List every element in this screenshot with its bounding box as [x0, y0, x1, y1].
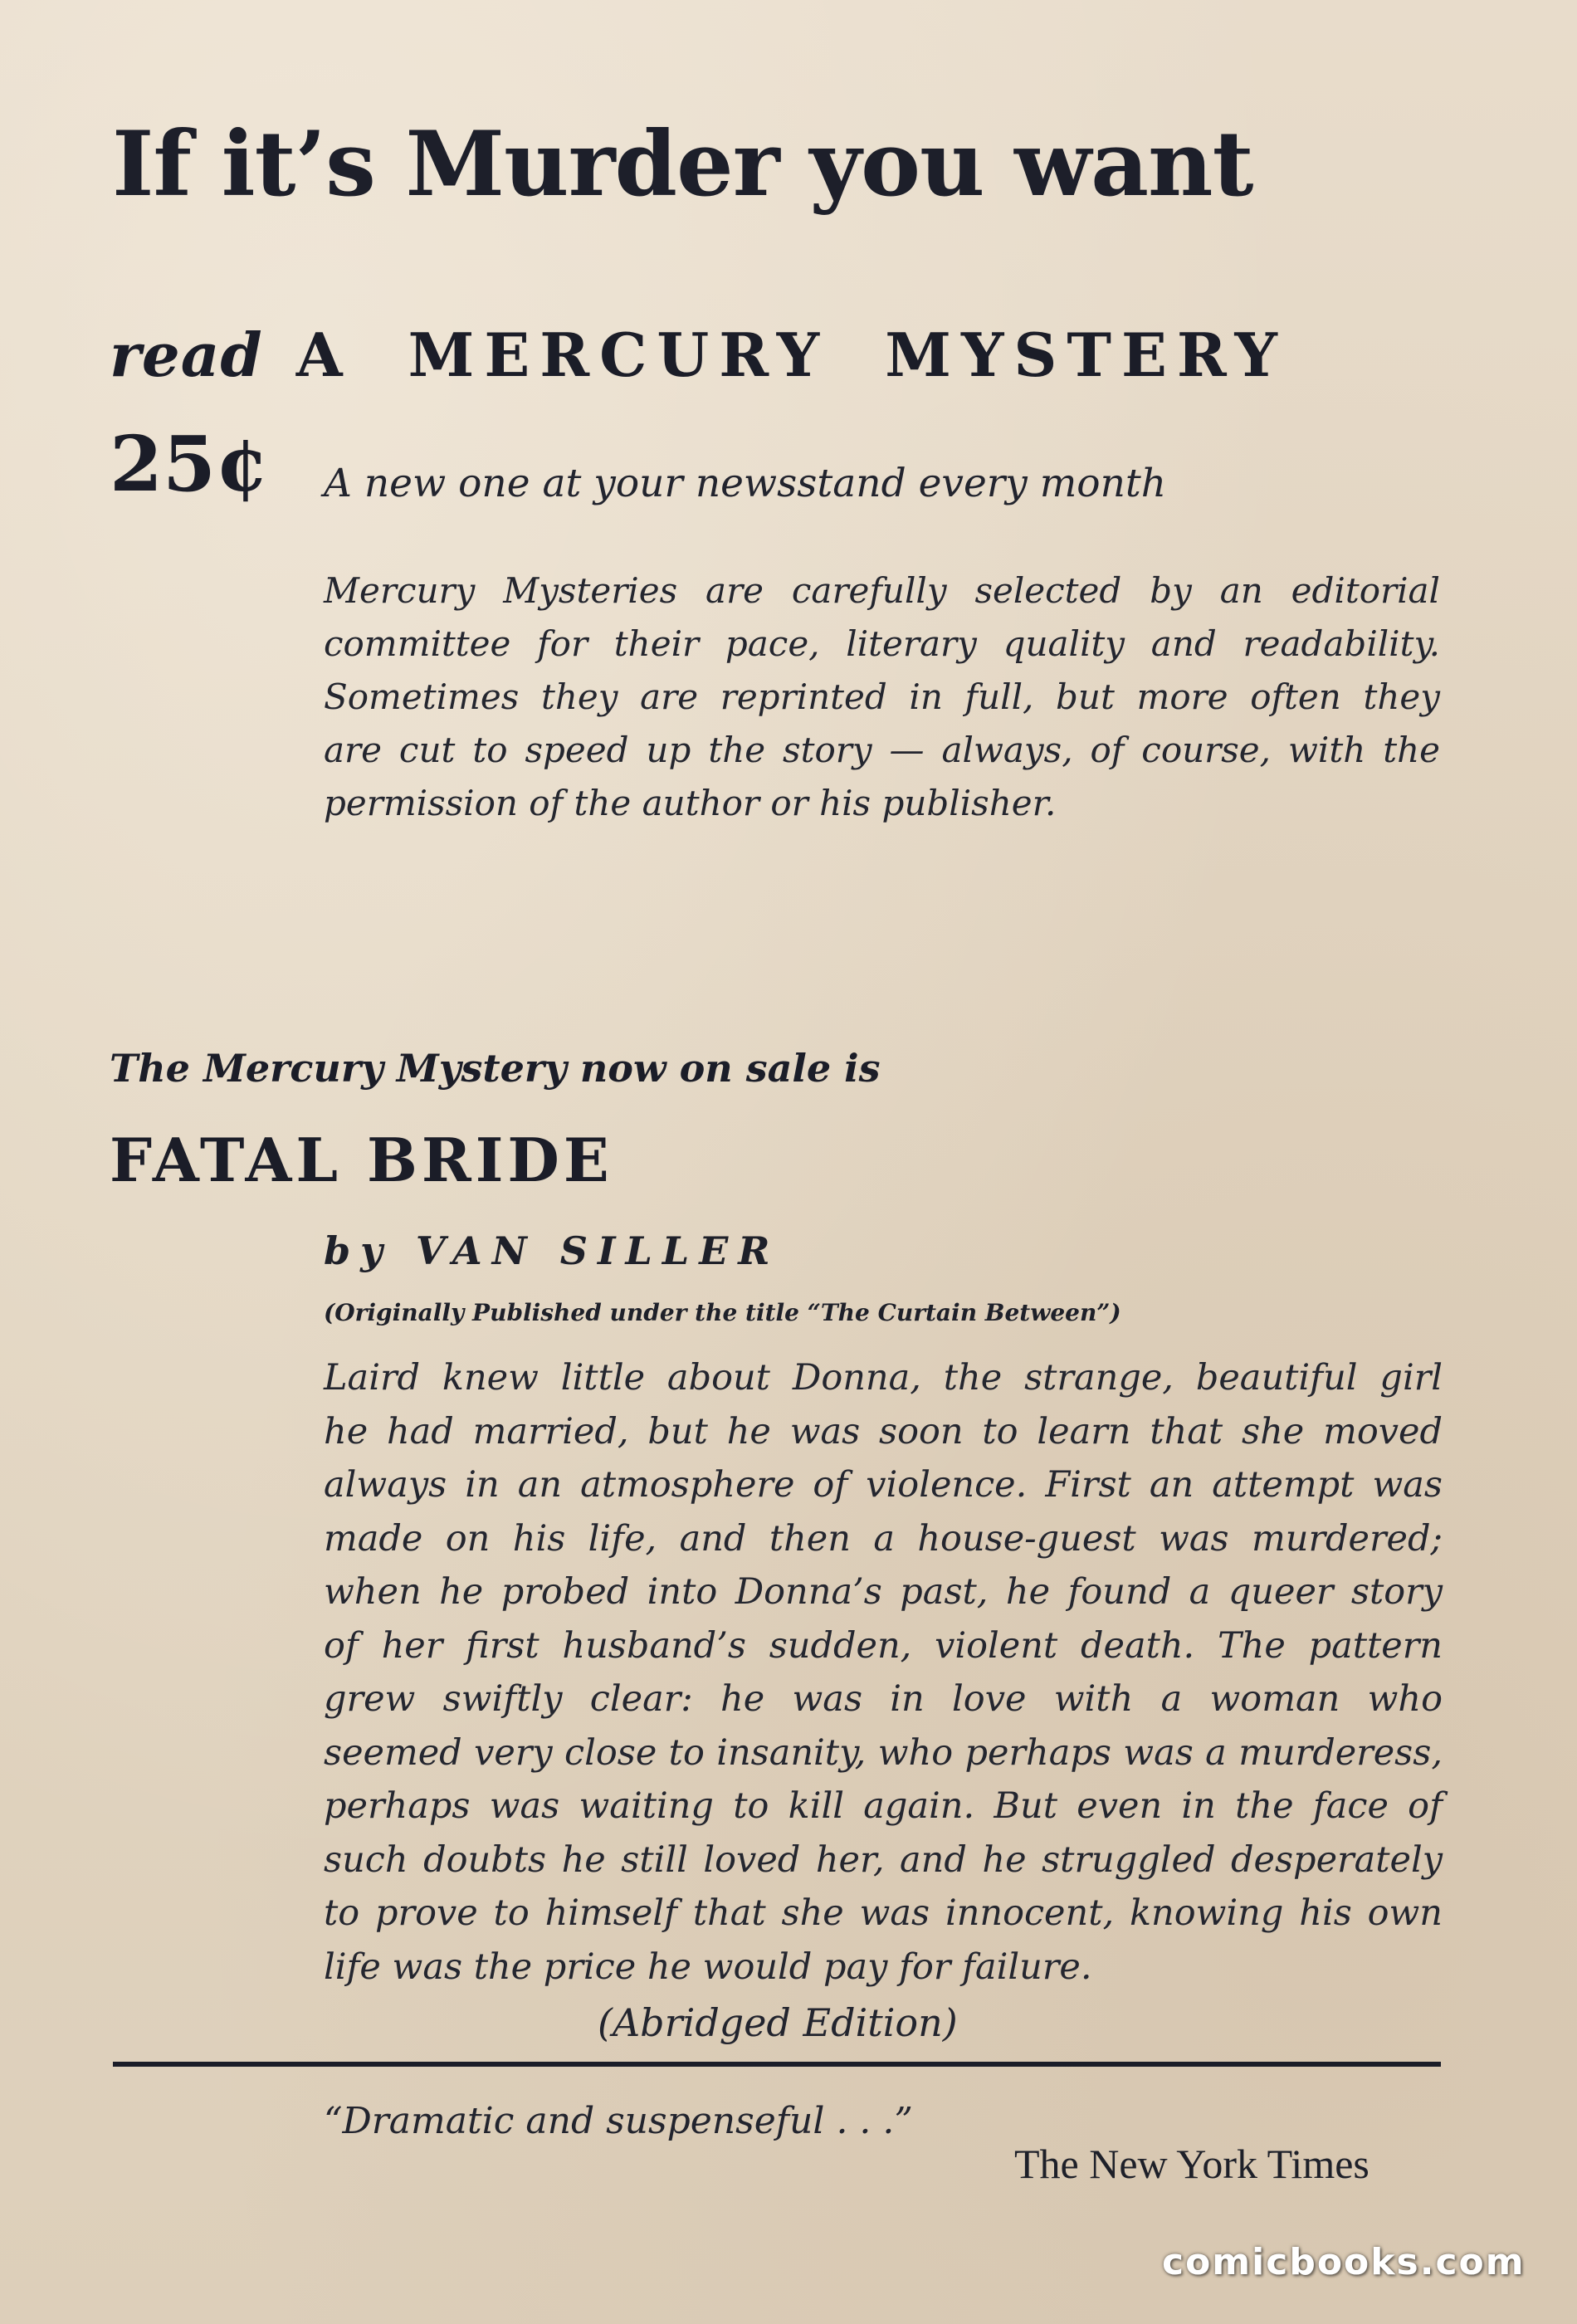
synopsis-line: seemed very close to insanity, who perhaps was a murderess, [324, 1731, 1443, 1774]
synopsis-line: always in an atmosphere of violence. First an attempt was [324, 1464, 1443, 1506]
book-title: FATAL BRIDE [110, 1125, 613, 1195]
synopsis-line: life was the price he would pay for failure. [324, 1946, 1092, 1988]
tagline: A new one at your newsstand every month [324, 461, 1167, 506]
synopsis-line: grew swiftly clear: he was in love with a woman who [324, 1678, 1443, 1720]
divider-rule [113, 2062, 1441, 2067]
synopsis-line: when he probed into Donna’s past, he found a queer story [324, 1571, 1443, 1613]
review-quote: “Dramatic and suspenseful . . .” [324, 2100, 913, 2142]
synopsis-line: he had married, but he was soon to learn that she moved [324, 1410, 1443, 1452]
synopsis-paragraph [324, 1351, 1443, 1994]
series-name: A MERCURY MYSTERY [295, 320, 1287, 390]
synopsis-line: to prove to himself that she was innocent, knowing his own [324, 1892, 1443, 1934]
intro-line: committee for their pace, literary quality and readability. [324, 623, 1440, 664]
intro-line: permission of the author or his publisher. [324, 783, 1057, 823]
review-source: The New York Times [1014, 2141, 1370, 2187]
synopsis-line: made on his life, and then a house-guest was murdered; [324, 1517, 1443, 1560]
author-byline: by VAN SILLER [324, 1228, 780, 1273]
synopsis-line: Laird knew little about Donna, the strange, beautiful girl [324, 1357, 1443, 1399]
synopsis-line: of her first husband’s sudden, violent death. The pattern [324, 1624, 1443, 1667]
headline: If it’s Murder you want [112, 112, 1253, 217]
watermark-text: comicbooks.com [1162, 2241, 1526, 2283]
synopsis-line: perhaps was waiting to kill again. But even in the face of [324, 1785, 1443, 1827]
intro-paragraph [324, 564, 1440, 830]
series-line [110, 320, 1287, 390]
original-title-note: (Originally Published under the title “The Curtain Between”) [324, 1299, 1121, 1326]
price: 25¢ [110, 419, 270, 509]
intro-line: are cut to speed up the story — always, of course, with the [324, 730, 1440, 770]
synopsis-line: such doubts he still loved her, and he struggled desperately [324, 1838, 1443, 1881]
now-on-sale-heading: The Mercury Mystery now on sale is [110, 1046, 881, 1091]
read-word: read [110, 320, 263, 390]
intro-line: Mercury Mysteries are carefully selected by an editorial [324, 570, 1440, 611]
edition-note: (Abridged Edition) [598, 2000, 958, 2045]
intro-line: Sometimes they are reprinted in full, but more often they [324, 676, 1440, 717]
